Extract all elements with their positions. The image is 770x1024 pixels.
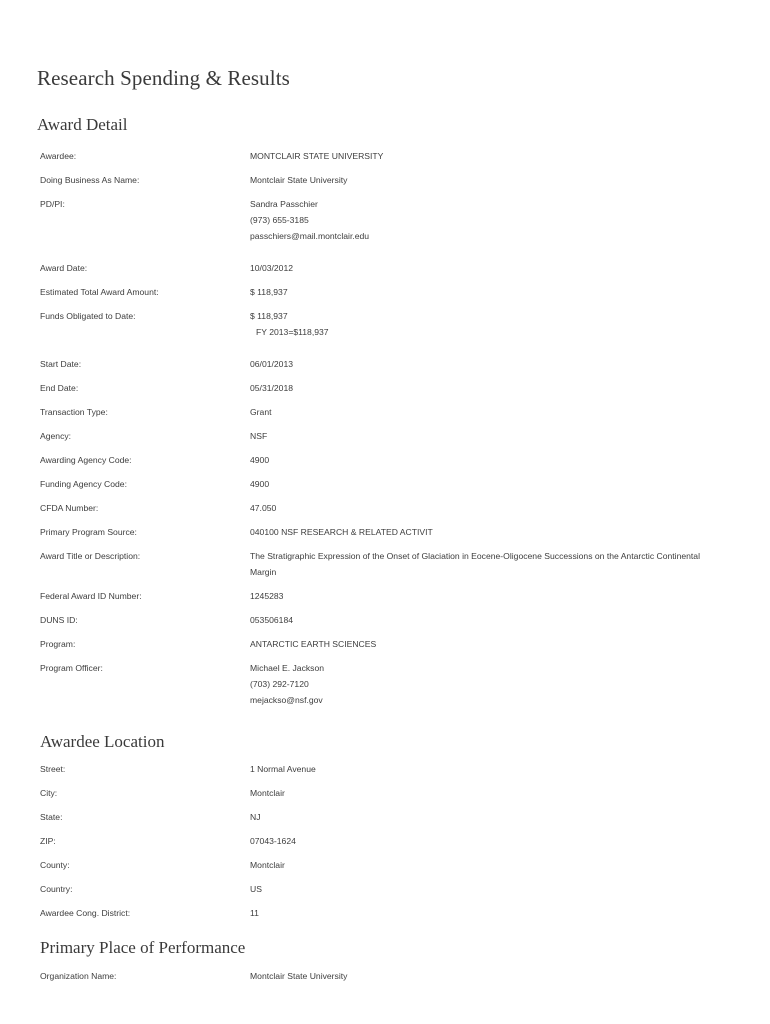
org-label: Organization Name: [40, 971, 117, 981]
officer-label: Program Officer: [40, 663, 103, 673]
awarding-code-label: Awarding Agency Code: [40, 455, 132, 465]
street-value: 1 Normal Avenue [250, 764, 316, 774]
row-funding-code [40, 476, 740, 492]
awardee-value: MONTCLAIR STATE UNIVERSITY [250, 151, 384, 161]
row-program [40, 636, 740, 652]
primary-place-heading: Primary Place of Performance [40, 938, 246, 957]
row-award-title [40, 548, 740, 580]
est-total-label: Estimated Total Award Amount: [40, 287, 159, 297]
row-awardee [40, 148, 740, 164]
funds-value [250, 308, 740, 340]
award-date-label: Award Date: [40, 263, 88, 273]
transaction-value: Grant [250, 407, 272, 417]
start-label: Start Date: [40, 359, 82, 369]
awardee-label: Awardee: [40, 151, 77, 161]
est-total-value: $ 118,937 [250, 287, 288, 297]
officer-name: Michael E. Jackson [250, 663, 325, 673]
funds-label: Funds Obligated to Date: [40, 311, 136, 321]
country-label: Country: [40, 884, 73, 894]
row-end [40, 380, 740, 396]
org-value: Montclair State University [250, 971, 348, 981]
city-label: City: [40, 788, 58, 798]
zip-label: ZIP: [40, 836, 56, 846]
dba-label: Doing Business As Name: [40, 175, 140, 185]
duns-value: 053506184 [250, 615, 294, 625]
county-label: County: [40, 860, 70, 870]
funds-amount: $ 118,937 [250, 311, 288, 321]
pdpi-email: passchiers@mail.montclair.edu [250, 231, 370, 241]
program-source-value: 040100 NSF RESEARCH & RELATED ACTIVIT [250, 527, 433, 537]
row-org [40, 968, 740, 984]
row-program-source [40, 524, 740, 540]
fain-label: Federal Award ID Number: [40, 591, 142, 601]
primary-place-table [40, 968, 740, 984]
pdpi-name: Sandra Passchier [250, 199, 318, 209]
officer-phone: (703) 292-7120 [250, 679, 309, 689]
program-value: ANTARCTIC EARTH SCIENCES [250, 639, 377, 649]
row-award-date [40, 260, 740, 276]
row-country [40, 881, 740, 897]
awarding-code-value: 4900 [250, 455, 270, 465]
agency-label: Agency: [40, 431, 72, 441]
dba-value: Montclair State University [250, 175, 348, 185]
row-district [40, 905, 740, 921]
row-est-total [40, 284, 740, 300]
cfda-value: 47.050 [250, 503, 277, 513]
funding-code-label: Funding Agency Code: [40, 479, 127, 489]
row-street [40, 761, 740, 777]
award-title-value [250, 548, 740, 580]
program-label: Program: [40, 639, 76, 649]
officer-email: mejackso@nsf.gov [250, 695, 323, 705]
award-date-value: 10/03/2012 [250, 263, 294, 273]
row-county [40, 857, 740, 873]
state-value: NJ [250, 812, 261, 822]
pdpi-label: PD/PI: [40, 199, 65, 209]
row-agency [40, 428, 740, 444]
page-title: Research Spending & Results [37, 66, 290, 90]
row-cfda [40, 500, 740, 516]
row-dba [40, 172, 740, 188]
award-title-label: Award Title or Description: [40, 551, 141, 561]
row-fain [40, 588, 740, 604]
duns-label: DUNS ID: [40, 615, 78, 625]
funds-fy: FY 2013=$118,937 [256, 327, 329, 337]
district-value: 11 [250, 908, 259, 918]
end-value: 05/31/2018 [250, 383, 294, 393]
end-label: End Date: [40, 383, 79, 393]
start-value: 06/01/2013 [250, 359, 294, 369]
agency-value: NSF [250, 431, 268, 441]
awardee-location-table [40, 761, 740, 921]
officer-value [250, 660, 740, 708]
award-detail-heading: Award Detail [37, 115, 128, 134]
fain-value: 1245283 [250, 591, 284, 601]
row-awarding-code [40, 452, 740, 468]
row-duns [40, 612, 740, 628]
row-transaction [40, 404, 740, 420]
award-detail-table [40, 148, 740, 708]
transaction-label: Transaction Type: [40, 407, 108, 417]
award-title-line1: The Stratigraphic Expression of the Onset of Glaciation in Eocene-Oligocene Successions on the Antarctic Continental [250, 551, 700, 561]
state-label: State: [40, 812, 63, 822]
funding-code-value: 4900 [250, 479, 270, 489]
award-title-line2: Margin [250, 567, 277, 577]
zip-value: 07043-1624 [250, 836, 296, 846]
pdpi-value [250, 196, 740, 244]
street-label: Street: [40, 764, 66, 774]
district-label: Awardee Cong. District: [40, 908, 131, 918]
row-state [40, 809, 740, 825]
city-value: Montclair [250, 788, 285, 798]
cfda-label: CFDA Number: [40, 503, 99, 513]
row-zip [40, 833, 740, 849]
row-officer [40, 660, 740, 708]
row-city [40, 785, 740, 801]
county-value: Montclair [250, 860, 285, 870]
program-source-label: Primary Program Source: [40, 527, 137, 537]
row-pdpi [40, 196, 740, 244]
country-value: US [250, 884, 262, 894]
row-start [40, 356, 740, 372]
pdpi-phone: (973) 655-3185 [250, 215, 309, 225]
awardee-location-heading: Awardee Location [40, 732, 165, 751]
row-funds [40, 308, 740, 340]
